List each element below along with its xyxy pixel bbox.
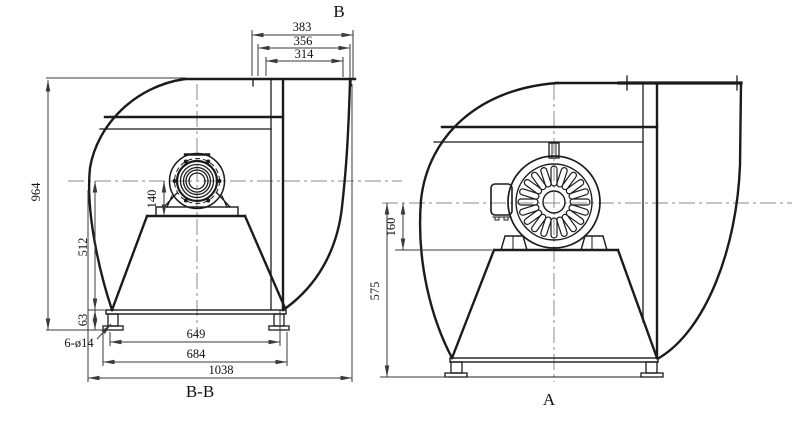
section-arrow-label-b: B [333, 2, 345, 21]
dim-964: 964 [29, 182, 43, 202]
dim-140: 140 [145, 189, 159, 209]
dim-383: 383 [292, 20, 312, 34]
dim-649: 649 [186, 327, 206, 341]
dim-512: 512 [76, 237, 90, 257]
scroll-left-arc [89, 79, 185, 310]
bearing-assembly [156, 154, 238, 217]
dim-63: 63 [76, 313, 90, 327]
base-foot-right-a [641, 373, 663, 377]
section-view-b-b [29, 20, 402, 401]
flange-end-ticks [253, 80, 351, 86]
terminal-box-foot-1 [495, 217, 499, 220]
dim-bolt-holes: 6-ø14 [64, 336, 94, 350]
view-label-b-b: B-B [185, 382, 215, 401]
pedestal-trapezoid [112, 216, 285, 310]
base-channel-right-a [646, 362, 657, 373]
motor [491, 143, 607, 250]
dim-160: 160 [384, 217, 398, 237]
scroll-right-curve-a [659, 84, 741, 358]
dim-1038: 1038 [208, 363, 234, 377]
base-foot-left-a [445, 373, 467, 377]
dim-356: 356 [293, 34, 313, 48]
dim-314: 314 [294, 47, 314, 61]
base-channel-right [274, 314, 284, 326]
base-channel-left [108, 314, 118, 326]
dim-684: 684 [186, 347, 206, 361]
terminal-box-foot-2 [504, 217, 508, 220]
scroll-right-curve [286, 81, 350, 308]
base-top-plate [106, 310, 286, 314]
dim-575: 575 [368, 281, 382, 301]
view-a [368, 76, 792, 409]
base-channel-left-a [451, 362, 462, 373]
base-foot-right [269, 326, 289, 330]
view-label-a: A [542, 390, 556, 409]
